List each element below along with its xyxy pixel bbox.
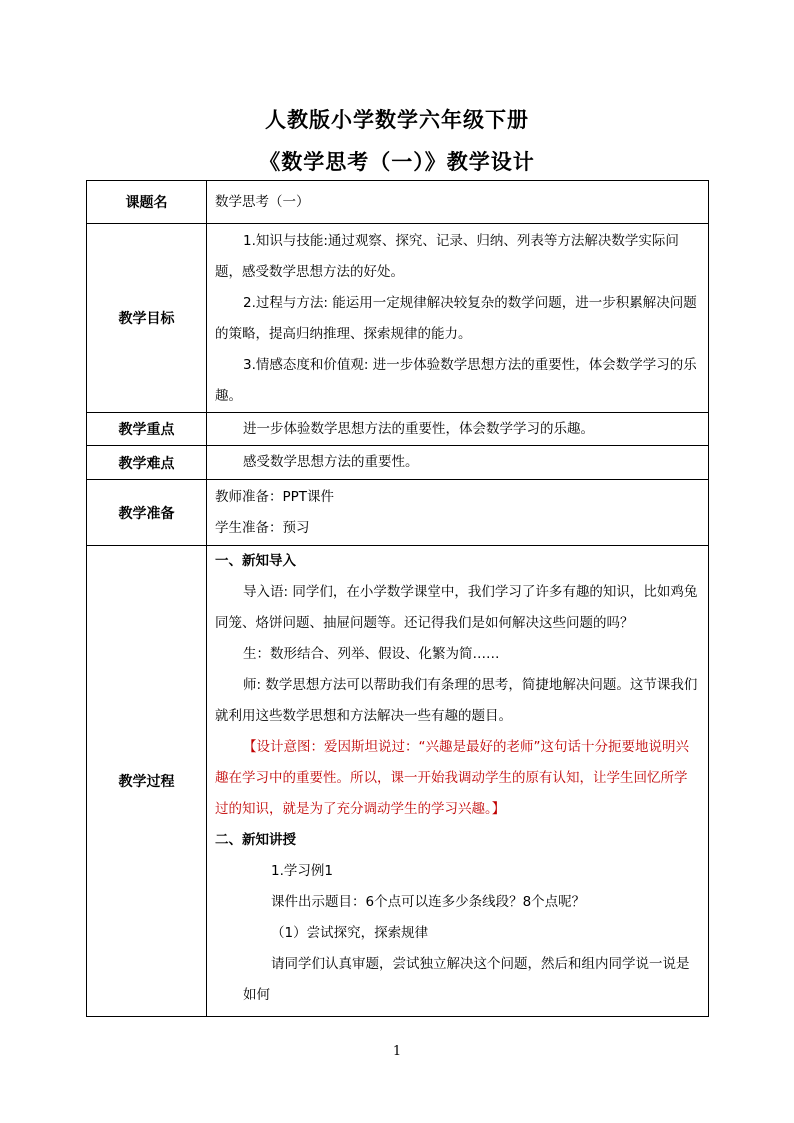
example-title: 1.学习例1 xyxy=(271,863,333,879)
difficulties-label: 教学难点 xyxy=(87,446,207,480)
step1-text: 请同学们认真审题，尝试独立解决这个问题，然后和组内同学说一说是如何 xyxy=(243,956,690,1003)
student-preparation: 学生准备：预习 xyxy=(215,519,310,536)
row-preparation xyxy=(87,480,709,546)
row-topic xyxy=(87,181,709,224)
step1-title: （1）尝试探究，探索规律 xyxy=(271,925,429,941)
topic-cell xyxy=(207,181,709,224)
document-title: 人教版小学数学六年级下册 xyxy=(265,107,529,132)
topic-value: 数学思考（一） xyxy=(215,193,310,210)
intro-text: 导入语: 同学们，在小学数学课堂中，我们学习了许多有趣的知识，比如鸡兔同笼、烙饼问题、抽屉问题等。还记得我们是如何解决这些问题的吗？ xyxy=(215,584,698,631)
topic-label: 课题名 xyxy=(87,181,207,224)
difficulties-cell xyxy=(207,446,709,480)
difficulties-value: 感受数学思想方法的重要性。 xyxy=(243,454,419,470)
key-points-label: 教学重点 xyxy=(87,413,207,446)
row-difficulties xyxy=(87,446,709,480)
teacher-preparation: 教师准备：PPT课件 xyxy=(215,488,335,505)
process-cell xyxy=(207,546,709,1017)
objective-item: 1.知识与技能:通过观察、探究、记录、归纳、列表等方法解决数学实际问题，感受数学思想方法的好处。 xyxy=(215,233,679,280)
preparation-cell xyxy=(207,480,709,546)
document-subtitle: 《数学思考（一）》教学设计 xyxy=(259,149,535,174)
objectives-label: 教学目标 xyxy=(87,224,207,413)
example-question: 课件出示题目：6个点可以连多少条线段？8个点呢？ xyxy=(271,894,586,910)
design-note: 【设计意图：爱因斯坦说过：“兴趣是最好的老师”这句话十分扼要地说明兴趣在学习中的重要性。所以，课一开始我调动学生的原有认知，让学生回忆所学过的知识，就是为了充分调动学生的学习兴趣。】 xyxy=(215,739,689,817)
objective-item: 3.情感态度和价值观: 进一步体验数学思想方法的重要性，体会数学学习的乐趣。 xyxy=(215,357,697,404)
row-objectives xyxy=(87,224,709,413)
section-title-intro: 一、新知导入 xyxy=(215,553,296,569)
objective-item: 2.过程与方法: 能运用一定规律解决较复杂的数学问题，进一步积累解决问题的策略，提高归纳推理、探索规律的能力。 xyxy=(215,295,697,342)
row-process xyxy=(87,546,709,1017)
student-answer: 生：数形结合、列举、假设、化繁为简…… xyxy=(243,646,500,662)
objectives-cell xyxy=(207,224,709,413)
key-points-cell xyxy=(207,413,709,446)
preparation-label: 教学准备 xyxy=(87,480,207,546)
section-title-teaching: 二、新知讲授 xyxy=(215,832,296,848)
key-points-value: 进一步体验数学思想方法的重要性，体会数学学习的乐趣。 xyxy=(243,420,594,437)
process-label: 教学过程 xyxy=(87,546,207,1017)
page-number: 1 xyxy=(392,1044,402,1059)
teacher-talk: 师: 数学思想方法可以帮助我们有条理的思考，简捷地解决问题。这节课我们就利用这些数学思想和方法解决一些有趣的题目。 xyxy=(215,677,698,724)
lesson-plan-table xyxy=(86,180,709,1017)
row-key-points xyxy=(87,413,709,446)
